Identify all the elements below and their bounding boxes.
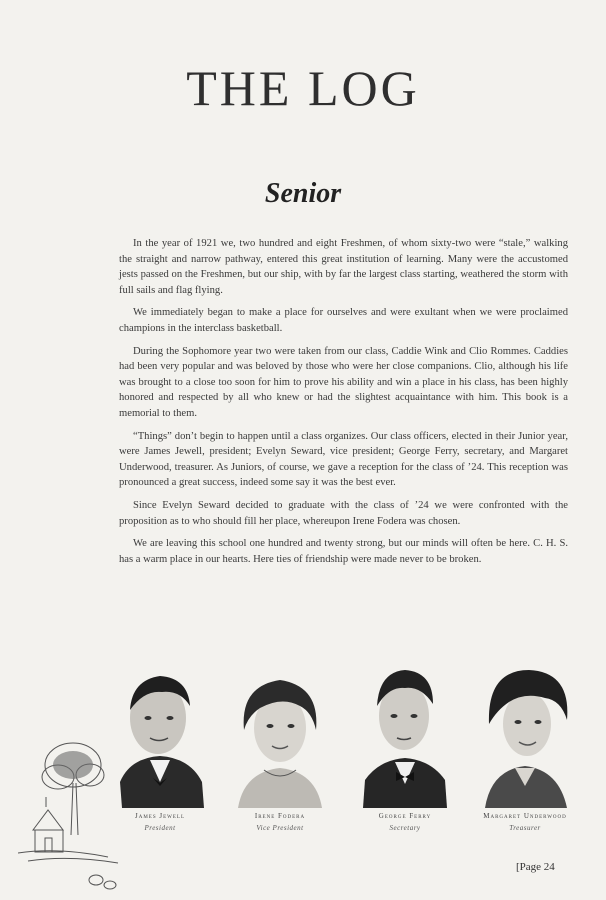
- portrait-photo: [355, 660, 455, 808]
- officer-name: Irene Fodera: [254, 812, 306, 820]
- portrait-photo: [110, 660, 210, 808]
- officer-portraits: [100, 660, 580, 850]
- paragraph: In the year of 1921 we, two hundred and eight Freshmen, of whom sixty-two were “stale,” walking the straight and narrow pathway, entered this great institution of learning. Many were the accustomed jests passed on the Freshmen, but our ship, with by far the largest class starting, weathered the storm with full sails and flag flying.: [119, 238, 568, 296]
- paragraph: “Things” don’t begin to happen until a class organizes. Our class officers, elected in their Junior year, were James Jewell, president; Evelyn Seward, vice president; George Ferry, secretary, and Margaret Underwood, treasurer. As Juniors, of course, we gave a reception for the class of ’24. This reception was pronounced a great success, indeed some say it was the best ever.: [119, 430, 568, 489]
- officer-role: Secretary: [389, 824, 421, 832]
- masthead-title: THE LOG: [186, 60, 420, 116]
- paragraph: During the Sophomore year two were taken from our class, Caddie Wink and Clio Rommes. Caddies had been very popular and was beloved by those who were her close companions. Clio, although his life was brought to a close too soon for him to prove his ability and win a place in his class, has been highly honored and respected by all who knew or had the slightest acquaintance with him. This book is a memorial to them.: [119, 345, 568, 419]
- officer-name: Margaret Underwood: [483, 812, 567, 820]
- paragraph: We are leaving this school one hundred and twenty strong, but our minds will often be here. C. H. S. has a warm place in our hearts. Here ties of friendship were made never to be broken.: [119, 538, 568, 565]
- officer-name: James Jewell: [134, 812, 186, 820]
- portrait-photo: [230, 660, 330, 808]
- section-title: Senior: [264, 178, 342, 209]
- officer-role: President: [144, 824, 176, 832]
- portrait-photo: [475, 660, 575, 808]
- paragraph: We immediately began to make a place for ourselves and were exultant when we were proclaimed champions in the interclass basketball.: [119, 307, 568, 334]
- officer-portrait: [470, 660, 580, 850]
- officer-portrait: [350, 660, 460, 850]
- officer-name: George Ferry: [378, 812, 432, 820]
- officer-portrait: [105, 660, 215, 850]
- page-number: [Page 24: [516, 861, 555, 873]
- officer-portrait: [225, 660, 335, 850]
- officer-role: Treasurer: [509, 824, 541, 832]
- paragraph: Since Evelyn Seward decided to graduate with the class of ’24 we were confronted with the proposition as to who should fill her place, whereupon Irene Fodera was chosen.: [119, 499, 568, 527]
- officer-role: Vice President: [256, 824, 304, 832]
- class-history-text: [119, 236, 568, 574]
